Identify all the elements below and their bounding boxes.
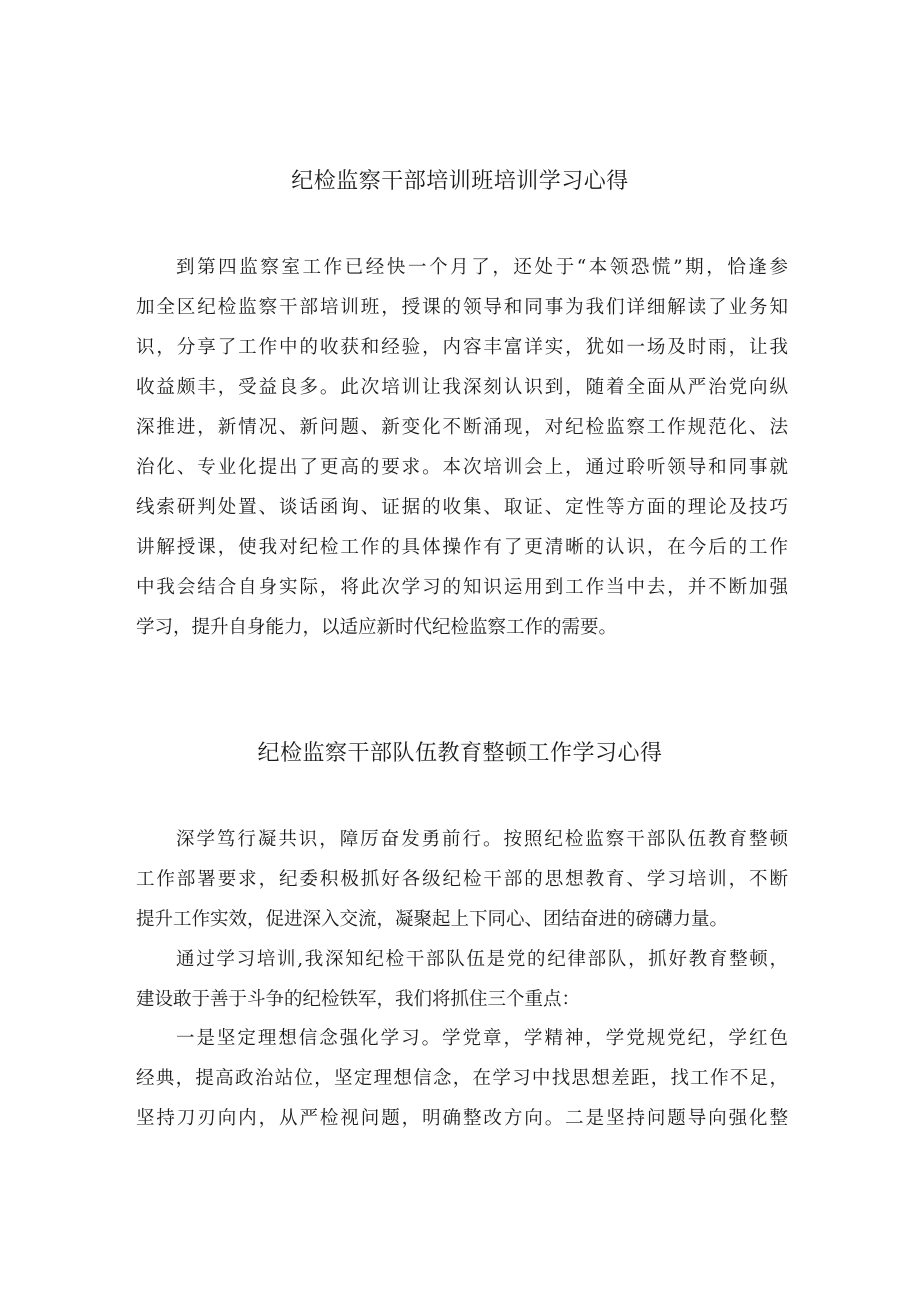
paragraph-line: 识，分享了工作中的收获和经验，内容丰富详实，犹如一场及时雨，让我 [136,337,788,358]
paragraph-line: 深学笃行凝共识，障厉奋发勇前行。按照纪检监察干部队伍教育整顿 [176,829,788,850]
paragraph-line: 收益颇丰，受益良多。此次培训让我深刻认识到，随着全面从严治党向纵 [136,377,788,398]
paragraph-line: 加全区纪检监察干部培训班，授课的领导和同事为我们详细解读了业务知 [136,297,788,318]
paragraph-line: 到第四监察室工作已经快一个月了，还处于“本领恐慌”期，恰逢参 [176,257,788,278]
paragraph [136,248,788,648]
paragraph [136,940,788,1020]
paragraph-line: 提升工作实效，促进深入交流，凝聚起上下同心、团结奋进的磅礴力量。 [136,909,729,930]
paragraph [136,820,788,940]
paragraph-line: 线索研判处置、谈话函询、证据的收集、取证、定性等方面的理论及技巧 [136,497,788,518]
paragraph-line: 深推进，新情况、新问题、新变化不断涌现，对纪检监察工作规范化、法 [136,417,788,438]
paragraph-line: 坚持刀刃向内，从严检视问题，明确整改方向。二是坚持问题导向强化整 [136,1108,788,1129]
paragraph-line: 通过学习培训,我深知纪检干部队伍是党的纪律部队，抓好教育整顿， [176,949,788,970]
paragraph [136,1019,788,1139]
paragraph-line: 学习，提升自身能力，以适应新时代纪检监察工作的需要。 [136,617,618,638]
paragraph-line: 工作部署要求，纪委积极抓好各级纪检干部的思想教育、学习培训，不断 [136,869,788,890]
paragraph-line: 一是坚定理想信念强化学习。学党章，学精神，学党规党纪，学红色 [176,1028,788,1049]
paragraph-line: 经典，提高政治站位，坚定理想信念，在学习中找思想差距，找工作不足， [136,1068,788,1089]
section-title: 纪检监察干部培训班培训学习心得 [291,169,629,194]
paragraph-line: 建设敢于善于斗争的纪检铁军，我们将抓住三个重点： [136,989,581,1010]
section-title: 纪检监察干部队伍教育整顿工作学习心得 [257,741,663,766]
paragraph-line: 讲解授课，使我对纪检工作的具体操作有了更清晰的认识，在今后的工作 [136,537,788,558]
paragraph-line: 中我会结合自身实际，将此次学习的知识运用到工作当中去，并不断加强 [136,577,788,598]
paragraph-line: 治化、专业化提出了更高的要求。本次培训会上，通过聆听领导和同事就 [136,457,788,478]
